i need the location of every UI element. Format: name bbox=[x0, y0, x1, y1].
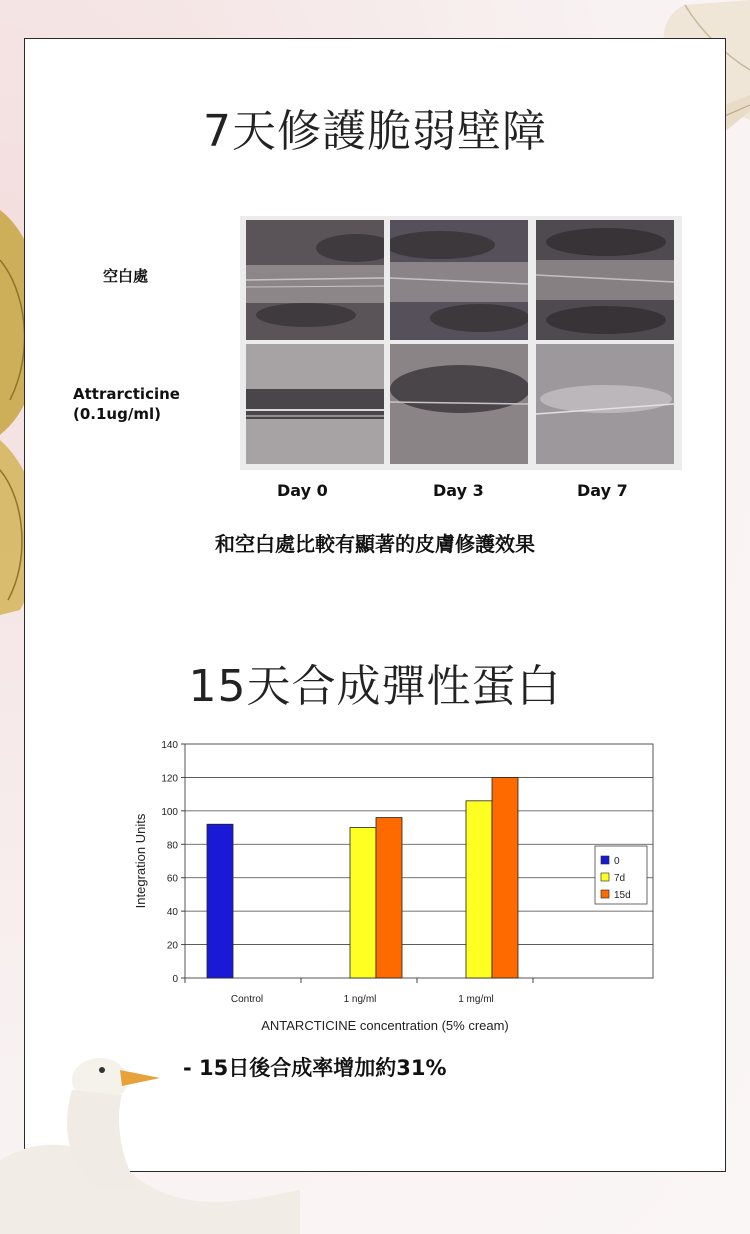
y-axis-label: Integration Units bbox=[133, 813, 148, 909]
elastin-bar-chart bbox=[100, 728, 680, 1048]
day-label-3: Day 3 bbox=[433, 481, 484, 500]
day-label-0: Day 0 bbox=[277, 481, 328, 500]
row-label-concentration: (0.1ug/ml) bbox=[73, 405, 161, 423]
photo-treatment-day7 bbox=[536, 344, 674, 464]
legend-label-0: 0 bbox=[614, 856, 620, 867]
section2-caption: - 15日後合成率增加約31% bbox=[183, 1056, 447, 1080]
y-tick-label: 140 bbox=[161, 740, 178, 751]
y-tick-label: 80 bbox=[166, 840, 178, 852]
photo-blank-day0 bbox=[246, 220, 384, 340]
y-tick-label: 60 bbox=[166, 873, 178, 885]
x-tick-label: 1 mg/ml bbox=[458, 994, 494, 1005]
legend-label-7d: 7d bbox=[614, 873, 626, 884]
legend-swatch-15d bbox=[601, 890, 609, 898]
y-tick-label: 0 bbox=[172, 974, 178, 985]
section2-title: 15天合成彈性蛋白 bbox=[188, 661, 562, 712]
y-tick-label: 120 bbox=[161, 773, 178, 785]
day-label-7: Day 7 bbox=[577, 481, 628, 500]
row-label-treatment: Attrarcticine bbox=[73, 385, 180, 403]
legend-label-15d: 15d bbox=[614, 890, 631, 901]
section1-title: 7天修護脆弱壁障 bbox=[203, 106, 547, 157]
photo-treatment-day0 bbox=[246, 344, 384, 464]
y-tick-label: 40 bbox=[166, 907, 178, 919]
duck-decoration bbox=[0, 1040, 300, 1234]
x-axis-label: ANTARCTICINE concentration (5% cream) bbox=[261, 1018, 509, 1033]
bar-1-ng-ml-15d bbox=[376, 818, 402, 978]
y-tick-label: 100 bbox=[161, 806, 178, 818]
microscopy-photo-grid bbox=[240, 216, 682, 470]
bar-1-ng-ml-7d bbox=[350, 828, 376, 978]
y-tick-label: 20 bbox=[166, 940, 178, 952]
x-tick-label: Control bbox=[230, 994, 264, 1005]
row-label-blank: 空白處 bbox=[103, 267, 149, 285]
photo-treatment-day3 bbox=[390, 344, 528, 464]
bar-1-mg-ml-15d bbox=[492, 777, 518, 978]
photo-blank-day3 bbox=[390, 220, 528, 340]
x-tick-label: 1 ng/ml bbox=[343, 994, 377, 1005]
plot-area bbox=[185, 744, 653, 978]
chart-svg bbox=[100, 728, 680, 1048]
legend-swatch-0 bbox=[601, 856, 609, 864]
bar-1-mg-ml-7d bbox=[466, 801, 492, 978]
photo-blank-day7 bbox=[536, 220, 674, 340]
legend-swatch-7d bbox=[601, 873, 609, 881]
section1-caption: 和空白處比較有顯著的皮膚修護效果 bbox=[215, 532, 535, 556]
bar-control-0 bbox=[207, 824, 233, 978]
